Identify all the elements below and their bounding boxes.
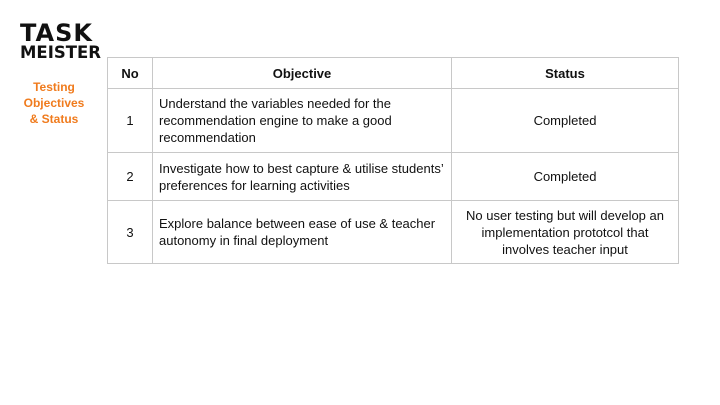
status-cell: Completed	[452, 89, 679, 153]
row-number: 1	[108, 89, 153, 153]
status-cell: No user testing but will develop an implementation prototcol that involves teacher input	[452, 201, 679, 264]
section-title	[12, 79, 96, 127]
row-number: 3	[108, 201, 153, 264]
column-header-objective: Objective	[153, 58, 452, 89]
table-row	[108, 89, 679, 153]
objectives-table	[107, 57, 679, 264]
row-number: 2	[108, 153, 153, 201]
objective-cell: Understand the variables needed for the recommendation engine to make a good recommendation	[153, 89, 452, 153]
task-meister-logo	[20, 19, 101, 62]
status-cell: Completed	[452, 153, 679, 201]
section-title-line-3: & Status	[29, 112, 79, 126]
column-header-status: Status	[452, 58, 679, 89]
logo-text-task: TASK	[20, 19, 93, 47]
objective-cell: Explore balance between ease of use & teacher autonomy in final deployment	[153, 201, 452, 264]
table-row	[108, 153, 679, 201]
section-title-line-1: Testing	[33, 80, 75, 94]
section-title-line-2: Objectives	[23, 96, 85, 110]
table-row	[108, 201, 679, 264]
column-header-no: No	[108, 58, 153, 89]
logo-text-meister: MEISTER	[20, 42, 101, 62]
table-header-row	[108, 58, 679, 89]
objective-cell: Investigate how to best capture & utilise students’ preferences for learning activities	[153, 153, 452, 201]
